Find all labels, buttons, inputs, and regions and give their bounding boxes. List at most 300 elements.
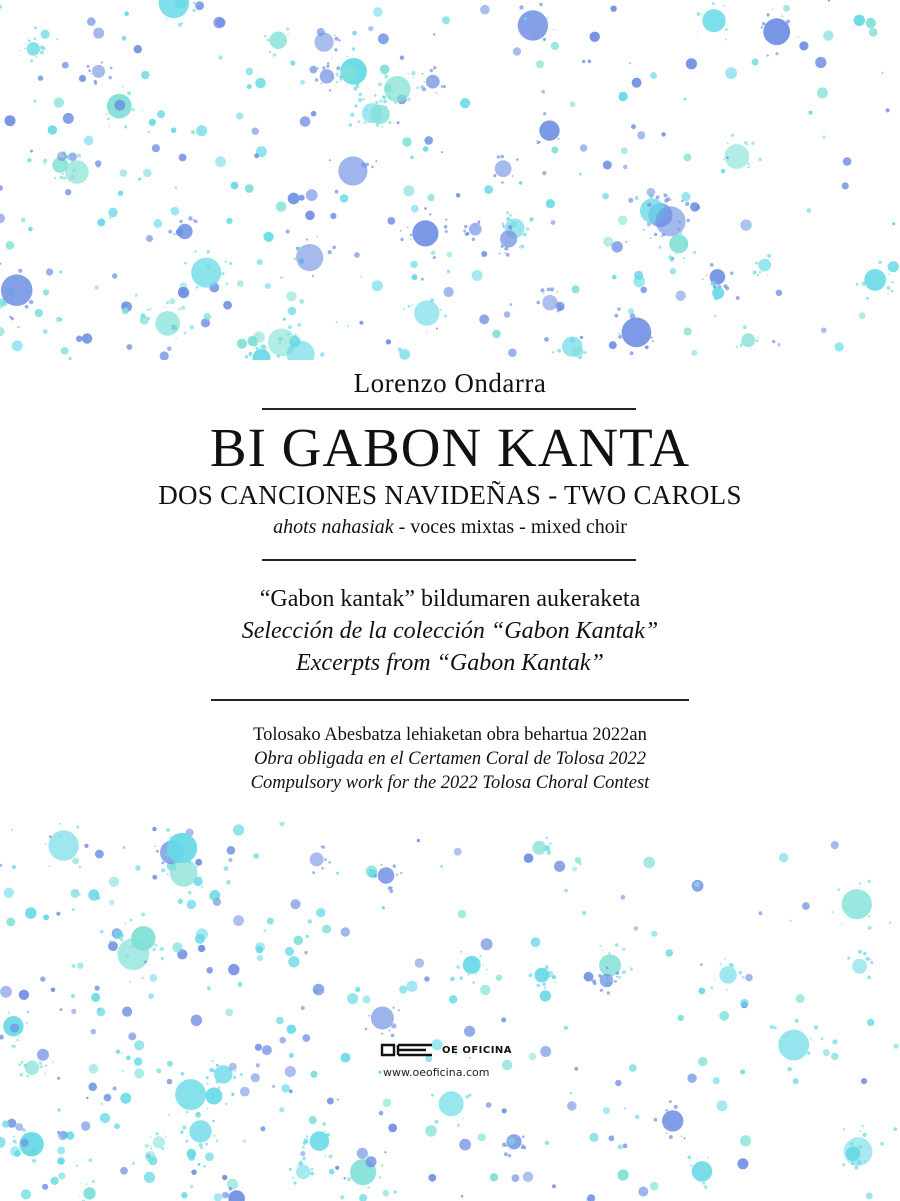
collection-basque: “Gabon kantak” bildumaren aukeraketa	[259, 586, 641, 612]
splatter-dot	[63, 113, 74, 124]
splatter-dot	[681, 192, 690, 201]
splatter-dot	[71, 1009, 76, 1014]
splatter-dot	[793, 1078, 799, 1084]
splatter-dot	[134, 1057, 142, 1065]
splatter-dot	[300, 116, 311, 127]
splatter-dot	[582, 60, 585, 63]
splatter-dot	[238, 982, 243, 987]
splatter-dot	[399, 349, 410, 360]
splatter-dot	[570, 1092, 572, 1094]
splatter-dot	[169, 298, 175, 304]
voicing-translations: - voces mixtas - mixed choir	[393, 516, 627, 538]
splatter-dot	[76, 336, 83, 343]
splatter-dot	[603, 161, 612, 170]
splatter-dot	[802, 902, 810, 910]
splatter-dot	[572, 285, 580, 293]
splatter-dot	[610, 6, 616, 12]
splatter-dot	[747, 223, 751, 227]
splatter-dot	[152, 875, 157, 880]
splatter-dot	[97, 896, 101, 900]
splatter-dot	[629, 1064, 637, 1072]
splatter-dot	[54, 1180, 57, 1183]
splatter-dot	[881, 72, 883, 74]
splatter-dot	[502, 1060, 512, 1070]
splatter-dot	[12, 865, 16, 869]
splatter-dot	[286, 229, 290, 233]
splatter-dot	[236, 113, 243, 120]
splatter-dot	[13, 1128, 44, 1163]
splatter-dot	[84, 844, 88, 848]
splatter-dot	[400, 213, 448, 259]
splatter-dot	[340, 194, 348, 202]
divider-1	[262, 408, 636, 410]
splatter-dot	[114, 1123, 120, 1129]
splatter-dot	[122, 1007, 132, 1017]
splatter-dot	[380, 65, 390, 75]
splatter-dot	[523, 1172, 533, 1182]
splatter-dot	[138, 178, 141, 181]
splatter-dot	[122, 36, 127, 41]
splatter-dot	[360, 276, 362, 278]
splatter-dot	[753, 254, 772, 276]
splatter-dot	[714, 959, 744, 991]
splatter-dot	[42, 1184, 48, 1190]
splatter-dot	[167, 346, 172, 351]
splatter-dot	[512, 1174, 520, 1182]
splatter-dot	[180, 1120, 218, 1150]
splatter-dot	[723, 134, 762, 169]
title: BI GABON KANTA	[209, 417, 691, 478]
splatter-dot	[260, 1126, 265, 1131]
splatter-dot	[252, 128, 259, 135]
splatter-dot	[347, 325, 349, 327]
splatter-dot	[631, 124, 636, 129]
splatter-dot	[817, 87, 828, 98]
splatter-dot	[687, 1156, 712, 1189]
splatter-dot	[60, 1008, 63, 1011]
splatter-dot	[198, 945, 205, 952]
splatter-dot	[481, 251, 487, 257]
publisher-url[interactable]: www.oeoficina.com	[383, 1066, 490, 1079]
splatter-dot	[834, 342, 843, 351]
splatter-dot	[119, 169, 127, 177]
splatter-dot	[618, 216, 628, 226]
splatter-dot	[302, 1122, 332, 1158]
splatter-dot	[272, 1085, 275, 1088]
splatter-dot	[253, 853, 259, 859]
splatter-dot	[417, 839, 420, 842]
splatter-dot	[135, 865, 141, 871]
splatter-dot	[359, 321, 363, 325]
splatter-dot	[628, 308, 634, 314]
splatter-dot	[17, 326, 19, 328]
splatter-dot	[264, 28, 289, 57]
splatter-dot	[126, 1056, 131, 1061]
splatter-dot	[204, 1165, 206, 1167]
splatter-dot	[854, 15, 865, 26]
splatter-dot	[21, 218, 26, 223]
splatter-dot	[322, 925, 331, 934]
splatter-dot	[168, 216, 197, 239]
splatter-dot	[529, 1053, 536, 1060]
splatter-dot	[502, 1134, 526, 1157]
splatter-dot	[89, 1064, 99, 1074]
splatter-dot	[758, 911, 762, 915]
splatter-dot	[867, 1019, 874, 1026]
splatter-dot	[650, 1182, 659, 1191]
splatter-dot	[808, 111, 812, 115]
splatter-dot	[300, 80, 305, 85]
splatter-dot	[459, 1139, 471, 1151]
splatter-dot	[508, 1138, 515, 1145]
splatter-dot	[433, 33, 436, 36]
splatter-dot	[285, 947, 294, 956]
splatter-dot	[687, 1074, 696, 1083]
splatter-dot	[545, 1141, 549, 1145]
splatter-dot	[128, 1032, 136, 1040]
splatter-dot	[226, 880, 231, 885]
splatter-dot	[160, 351, 169, 360]
splatter-dot	[0, 327, 5, 336]
splatter-dot	[255, 1044, 262, 1051]
splatter-dot	[159, 0, 196, 27]
splatter-dot	[167, 1061, 173, 1067]
splatter-dot	[567, 1101, 577, 1111]
splatter-dot	[15, 1123, 23, 1131]
splatter-dot	[684, 153, 692, 161]
splatter-dot	[478, 1133, 486, 1141]
splatter-dot	[406, 981, 417, 992]
splatter-dot	[472, 270, 483, 281]
splatter-dot	[861, 1078, 867, 1084]
splatter-dot	[79, 75, 86, 82]
splatter-dot	[684, 98, 687, 101]
splatter-dot	[770, 1019, 824, 1072]
splatter-dot	[207, 986, 211, 990]
splatter-dot	[126, 344, 132, 350]
splatter-dot	[612, 275, 617, 280]
splatter-dot	[267, 918, 274, 925]
splatter-dot	[206, 967, 213, 974]
splatter-dot	[246, 68, 254, 76]
splatter-dot	[832, 880, 872, 930]
splatter-dot	[349, 123, 353, 127]
splatter-dot	[866, 18, 876, 28]
splatter-dot	[237, 339, 247, 349]
splatter-dot	[698, 1057, 707, 1066]
splatter-dot	[288, 307, 297, 316]
splatter-dot	[24, 1064, 28, 1068]
splatter-dot	[37, 1049, 49, 1061]
splatter-dot	[394, 1190, 398, 1194]
splatter-dot	[19, 38, 46, 63]
splatter-dot	[148, 131, 150, 133]
splatter-dot	[156, 1132, 159, 1135]
splatter-dot	[650, 72, 657, 79]
splatter-dot	[776, 290, 783, 297]
publisher-logo[interactable]	[380, 1040, 512, 1060]
splatter-dot	[100, 1113, 110, 1123]
splatter-dot	[21, 1189, 31, 1199]
splatter-dot	[93, 28, 104, 39]
splatter-dot	[629, 62, 631, 64]
splatter-dot	[779, 853, 788, 862]
splatter-dot	[57, 1146, 65, 1154]
splatter-dot	[43, 914, 49, 920]
collection-spanish: Selección de la colección “Gabon Kantak”	[241, 618, 659, 644]
splatter-dot	[823, 30, 833, 40]
splatter-dot	[340, 1195, 344, 1199]
splatter-dot	[308, 919, 312, 923]
splatter-dot	[145, 1151, 156, 1162]
splatter-dot	[313, 984, 325, 996]
splatter-dot	[822, 135, 826, 139]
splatter-dot	[481, 938, 493, 950]
splatter-dot	[243, 1140, 246, 1143]
splatter-dot	[670, 268, 676, 274]
splatter-dot	[112, 273, 117, 278]
splatter-dot	[327, 1098, 334, 1105]
splatter-dot	[378, 33, 389, 44]
splatter-dot	[213, 17, 224, 28]
splatter-dot	[187, 900, 197, 910]
splatter-dot	[589, 1133, 598, 1142]
splatter-dot	[537, 112, 560, 144]
splatter-dot	[536, 60, 544, 68]
splatter-dot	[95, 286, 99, 290]
splatter-dot	[623, 165, 628, 170]
splatter-dot	[97, 1007, 106, 1016]
splatter-dot	[305, 211, 315, 221]
splatter-dot	[214, 1193, 222, 1201]
splatter-dot	[257, 259, 263, 265]
splatter-dot	[637, 131, 645, 139]
splatter-dot	[347, 1155, 383, 1189]
splatter-dot	[379, 1111, 384, 1116]
splatter-dot	[149, 119, 156, 126]
splatter-dot	[70, 175, 74, 179]
splatter-dot	[95, 160, 101, 166]
splatter-dot	[713, 1077, 720, 1084]
splatter-dot	[579, 863, 581, 865]
splatter-dot	[204, 313, 211, 320]
splatter-dot	[384, 1151, 386, 1153]
splatter-dot	[402, 137, 411, 146]
splatter-dot	[461, 1195, 463, 1197]
splatter-dot	[368, 26, 373, 31]
splatter-dot	[11, 829, 13, 831]
splatter-dot	[0, 185, 3, 191]
splatter-dot	[697, 2, 728, 40]
splatter-dot	[71, 994, 75, 998]
splash-top-graphic	[0, 0, 900, 360]
splatter-dot	[263, 232, 273, 242]
splatter-dot	[726, 156, 729, 159]
splatter-dot	[19, 990, 29, 1000]
splatter-dot	[299, 195, 305, 201]
splatter-dot	[580, 336, 583, 339]
splatter-dot	[686, 58, 697, 69]
splatter-dot	[121, 302, 127, 308]
splatter-dot	[281, 1084, 289, 1092]
splatter-dot	[529, 217, 533, 221]
splatter-dot	[399, 985, 407, 993]
splatter-dot	[615, 1080, 621, 1086]
splatter-dot	[651, 931, 657, 937]
splatter-dot	[556, 302, 565, 311]
splatter-dot	[191, 1015, 202, 1026]
splatter-dot	[134, 1068, 144, 1078]
splatter-dot	[289, 1053, 294, 1058]
splatter-dot	[647, 188, 656, 197]
splatter-dot	[82, 333, 92, 343]
splatter-dot	[501, 1017, 506, 1022]
splatter-dot	[288, 956, 299, 967]
splatter-dot	[628, 198, 633, 203]
watercolor-splash-top	[0, 0, 900, 360]
splatter-dot	[6, 918, 15, 927]
splatter-dot	[359, 1194, 367, 1201]
splatter-dot	[431, 251, 436, 256]
splatter-dot	[807, 208, 812, 213]
splatter-dot	[336, 321, 338, 323]
splatter-dot	[150, 974, 158, 982]
splatter-dot	[104, 1094, 112, 1102]
splatter-dot	[411, 205, 419, 213]
splatter-dot	[153, 219, 162, 228]
splatter-dot	[79, 1180, 96, 1201]
splatter-dot	[643, 857, 655, 869]
splatter-dot	[524, 853, 534, 863]
splatter-dot	[215, 156, 226, 167]
splatter-dot	[279, 822, 284, 826]
splatter-dot	[191, 130, 195, 134]
splatter-dot	[114, 930, 124, 940]
splatter-dot	[100, 930, 103, 933]
splatter-dot	[410, 261, 417, 268]
splatter-dot	[57, 1131, 60, 1134]
splatter-dot	[442, 16, 450, 24]
splatter-dot	[5, 115, 16, 126]
splatter-dot	[403, 185, 414, 196]
splatter-dot	[831, 1053, 839, 1061]
splatter-dot	[265, 283, 271, 289]
splatter-dot	[114, 100, 125, 111]
splatter-dot	[146, 235, 153, 242]
splatter-dot	[6, 241, 15, 250]
splatter-dot	[815, 57, 826, 68]
splatter-dot	[659, 232, 697, 262]
splatter-dot	[366, 1156, 377, 1167]
splatter-dot	[354, 252, 360, 258]
splatter-dot	[196, 125, 207, 136]
splatter-dot	[2, 1120, 9, 1127]
splatter-dot	[745, 974, 753, 982]
splatter-dot	[276, 201, 286, 211]
splatter-dot	[178, 287, 189, 298]
splatter-dot	[717, 1100, 728, 1111]
splatter-dot	[122, 308, 129, 315]
splatter-dot	[761, 9, 799, 57]
splatter-dot	[428, 1174, 436, 1182]
splatter-dot	[309, 1116, 317, 1124]
splatter-dot	[623, 1144, 628, 1149]
splatter-dot	[57, 1077, 60, 1080]
splatter-dot	[95, 850, 104, 859]
splatter-dot	[603, 1107, 610, 1114]
splatter-dot	[893, 1127, 897, 1131]
splatter-dot	[397, 121, 400, 124]
splatter-dot	[869, 28, 878, 37]
splatter-dot	[661, 132, 665, 136]
splatter-dot	[122, 1070, 124, 1072]
splatter-dot	[552, 1184, 556, 1188]
splatter-dot	[621, 147, 628, 154]
splatter-dot	[231, 1093, 234, 1096]
splatter-dot	[752, 58, 759, 65]
splatter-dot	[134, 1040, 144, 1050]
splatter-dot	[157, 110, 165, 118]
splatter-dot	[48, 125, 57, 134]
splatter-dot	[357, 1148, 368, 1159]
splatter-dot	[665, 949, 673, 957]
splatter-dot	[736, 325, 759, 349]
splatter-dot	[283, 318, 286, 321]
splatter-dot	[711, 281, 716, 286]
splatter-dot	[588, 60, 592, 64]
splatter-dot	[441, 151, 443, 153]
splatter-dot	[52, 1061, 54, 1063]
splatter-dot	[634, 926, 638, 930]
splatter-dot	[387, 217, 395, 225]
splatter-dot	[175, 186, 178, 189]
splatter-dot	[341, 1053, 351, 1063]
splatter-dot	[95, 986, 100, 991]
splatter-dot	[59, 835, 61, 837]
splatter-dot	[25, 907, 36, 918]
splatter-dot	[279, 1037, 286, 1044]
splatter-dot	[91, 1029, 97, 1035]
splatter-dot	[240, 1087, 250, 1097]
splatter-dot	[132, 1162, 135, 1165]
splatter-dot	[206, 1060, 243, 1089]
splatter-dot	[263, 929, 266, 932]
splatter-dot	[551, 42, 559, 50]
splatter-dot	[294, 936, 304, 946]
splatter-dot	[513, 47, 521, 55]
splatter-dot	[245, 184, 254, 193]
splatter-dot	[373, 7, 383, 17]
splatter-dot	[229, 1063, 237, 1071]
splatter-dot	[109, 217, 111, 219]
splatter-dot	[43, 329, 48, 334]
splatter-dot	[298, 247, 303, 252]
splatter-dot	[799, 41, 808, 50]
splatter-dot	[247, 84, 252, 89]
splatter-dot	[145, 1144, 150, 1149]
watercolor-splash-bottom	[0, 822, 900, 1201]
splatter-dot	[81, 1121, 90, 1130]
splatter-dot	[579, 173, 582, 176]
splatter-dot	[144, 961, 147, 964]
splatter-dot	[330, 213, 336, 219]
splatter-dot	[551, 147, 558, 154]
splatter-dot	[171, 207, 180, 216]
splatter-dot	[572, 346, 583, 357]
splatter-dot	[0, 5, 2, 9]
splatter-dot	[172, 942, 182, 952]
splatter-dot	[684, 327, 692, 335]
